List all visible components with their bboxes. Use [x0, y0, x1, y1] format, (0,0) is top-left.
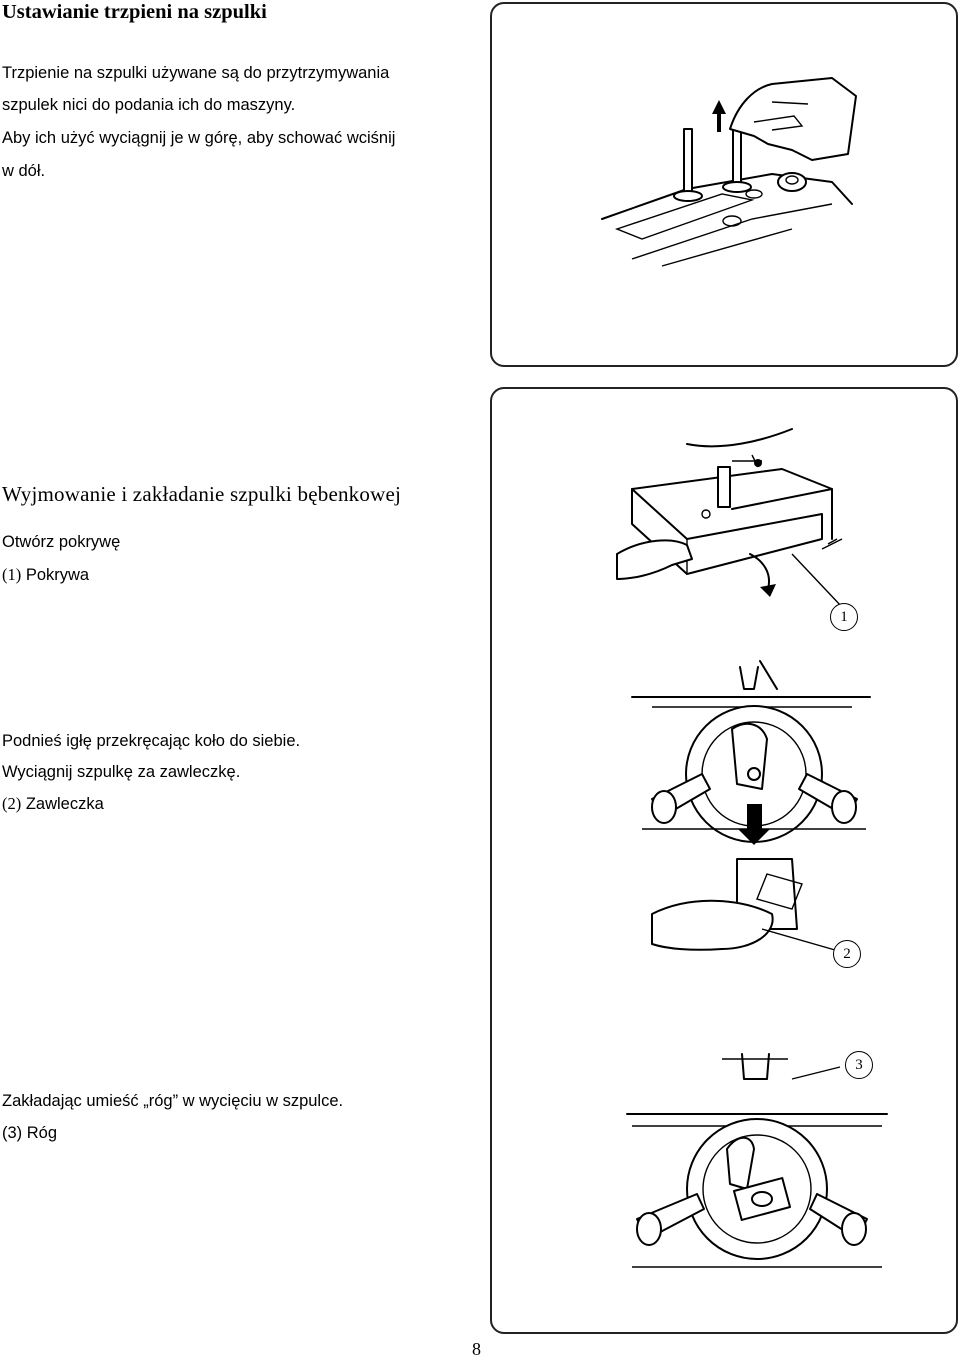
step-raise-needle: Podnieś igłę przekręcając koło do siebie. — [2, 732, 301, 750]
item-2-latch — [2, 793, 104, 815]
paragraph-line-1: Trzpienie na szpulki używane są do przytrzymywania — [2, 64, 390, 82]
page-number: 8 — [472, 1339, 481, 1359]
figure-remove-bobbin — [632, 661, 870, 952]
item-1-cover — [2, 564, 89, 586]
callout-3: 3 — [845, 1051, 873, 1079]
step-open-cover: Otwórz pokrywę — [2, 533, 121, 551]
paragraph-line-2: szpulek nici do podania ich do maszyny. — [2, 96, 296, 114]
figure-frame-bobbin — [490, 387, 958, 1334]
item-2-label: Zawleczka — [25, 795, 104, 813]
section-title-spool-pins: Ustawianie trzpieni na szpulki — [2, 1, 267, 23]
item-1-label: Pokrywa — [25, 566, 90, 584]
figure-insert-bobbin — [627, 1054, 887, 1267]
figure-frame-spool-pins — [490, 2, 958, 367]
item-1-number: (1) — [2, 565, 22, 584]
callout-2: 2 — [833, 940, 861, 968]
callout-1: 1 — [830, 603, 858, 631]
bobbin-illustration — [492, 389, 956, 1332]
paragraph-line-4: w dół. — [2, 162, 46, 180]
step-pull-bobbin: Wyciągnij szpulkę za zawleczkę. — [2, 763, 241, 781]
step-insert-bobbin: Zakładając umieść „róg” w wycięciu w szpulce. — [2, 1092, 344, 1110]
item-2-number: (2) — [2, 794, 22, 813]
item-3-horn: (3) Róg — [2, 1124, 58, 1142]
paragraph-line-3: Aby ich użyć wyciągnij je w górę, aby schować wciśnij — [2, 129, 396, 147]
figure-open-cover — [617, 429, 842, 607]
spool-pin-illustration — [492, 4, 956, 365]
section-title-bobbin: Wyjmowanie i zakładanie szpulki bębenkowej — [2, 482, 402, 506]
